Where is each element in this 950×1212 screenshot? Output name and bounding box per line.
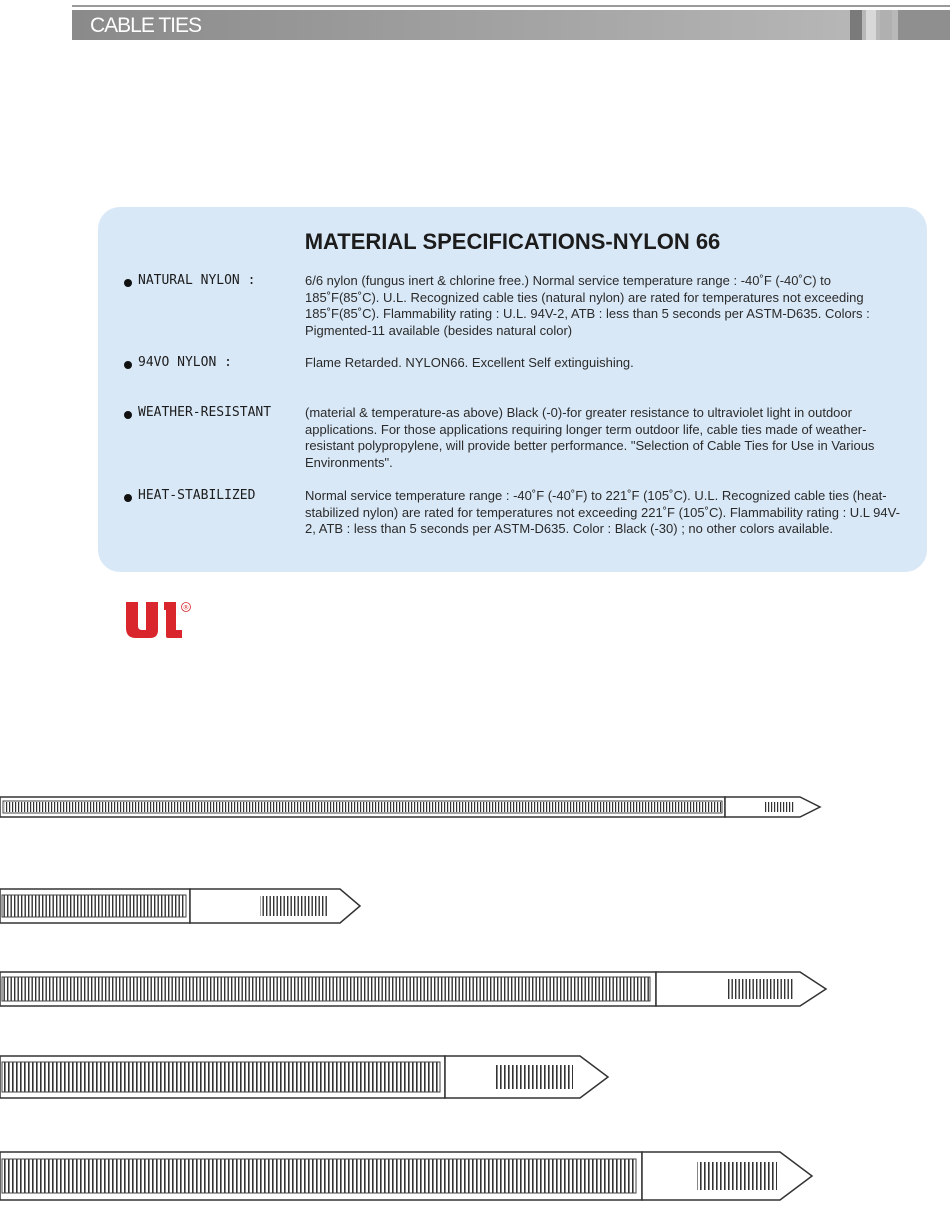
bullet-icon: [124, 494, 132, 502]
bullet-icon: [124, 279, 132, 287]
cable-tie-illustration-3: [0, 968, 835, 1010]
spec-description: 6/6 nylon (fungus inert & chlorine free.) Normal service temperature range : -40˚F (-40˚C) to 185˚F(85˚C). U.L. Recognized cable ties (natural nylon) are rated for temperatures not exceeding 185˚F(85˚C). Flammability rating : U.L. 94V-2, ATB : less than 5 seconds per ASTM-D635. Colors : Pigmented-11 available (besides natural color): [305, 273, 870, 338]
cable-tie-illustration-5: [0, 1148, 820, 1204]
spec-description: Flame Retarded. NYLON66. Excellent Self extinguishing.: [305, 355, 634, 370]
ul-logo-icon: [124, 600, 194, 640]
header-decor-block: [850, 10, 862, 40]
header-rule: [72, 5, 950, 7]
header-decor-block: [866, 10, 876, 40]
registered-mark: ®: [182, 603, 190, 612]
spec-label: 94VO NYLON :: [138, 355, 232, 370]
tie-serrations: [4, 802, 721, 812]
spec-description: Normal service temperature range : -40˚F (-40˚F) to 221˚F (105˚C). U.L. Recognized cable ties (heat-stabilized nylon) are rated for temperatures not exceeding 221˚F (105˚C). Flammability rating : U.L 94V-2, ATB : less than 5 seconds per ASTM-D635. Color : Black (-30) ; no other colors available.: [305, 488, 900, 536]
section-title: CABLE TIES: [90, 14, 201, 37]
section-header: [72, 10, 950, 40]
cable-tie-illustration-1: [0, 792, 830, 822]
spec-title: MATERIAL SPECIFICATIONS-NYLON 66: [304, 229, 721, 254]
header-decor-block: [880, 10, 892, 40]
spec-label: WEATHER-RESISTANT: [138, 405, 272, 420]
bullet-icon: [124, 411, 132, 419]
material-specifications-panel: [98, 207, 927, 572]
cable-tie-illustration-2: [0, 885, 370, 927]
bullet-icon: [124, 361, 132, 369]
cable-tie-illustration-4: [0, 1052, 620, 1102]
header-decor-block: [898, 10, 950, 40]
spec-description: (material & temperature-as above) Black (-0)-for greater resistance to ultraviolet light in outdoor applications. For those applications requiring longer term outdoor life, cable ties made of weather-resistant polypropylene, will provide better performance. "Selection of Cable Ties for Use in Various Environments".: [305, 405, 875, 470]
spec-label: HEAT-STABILIZED: [138, 488, 256, 503]
spec-label: NATURAL NYLON :: [138, 273, 256, 288]
